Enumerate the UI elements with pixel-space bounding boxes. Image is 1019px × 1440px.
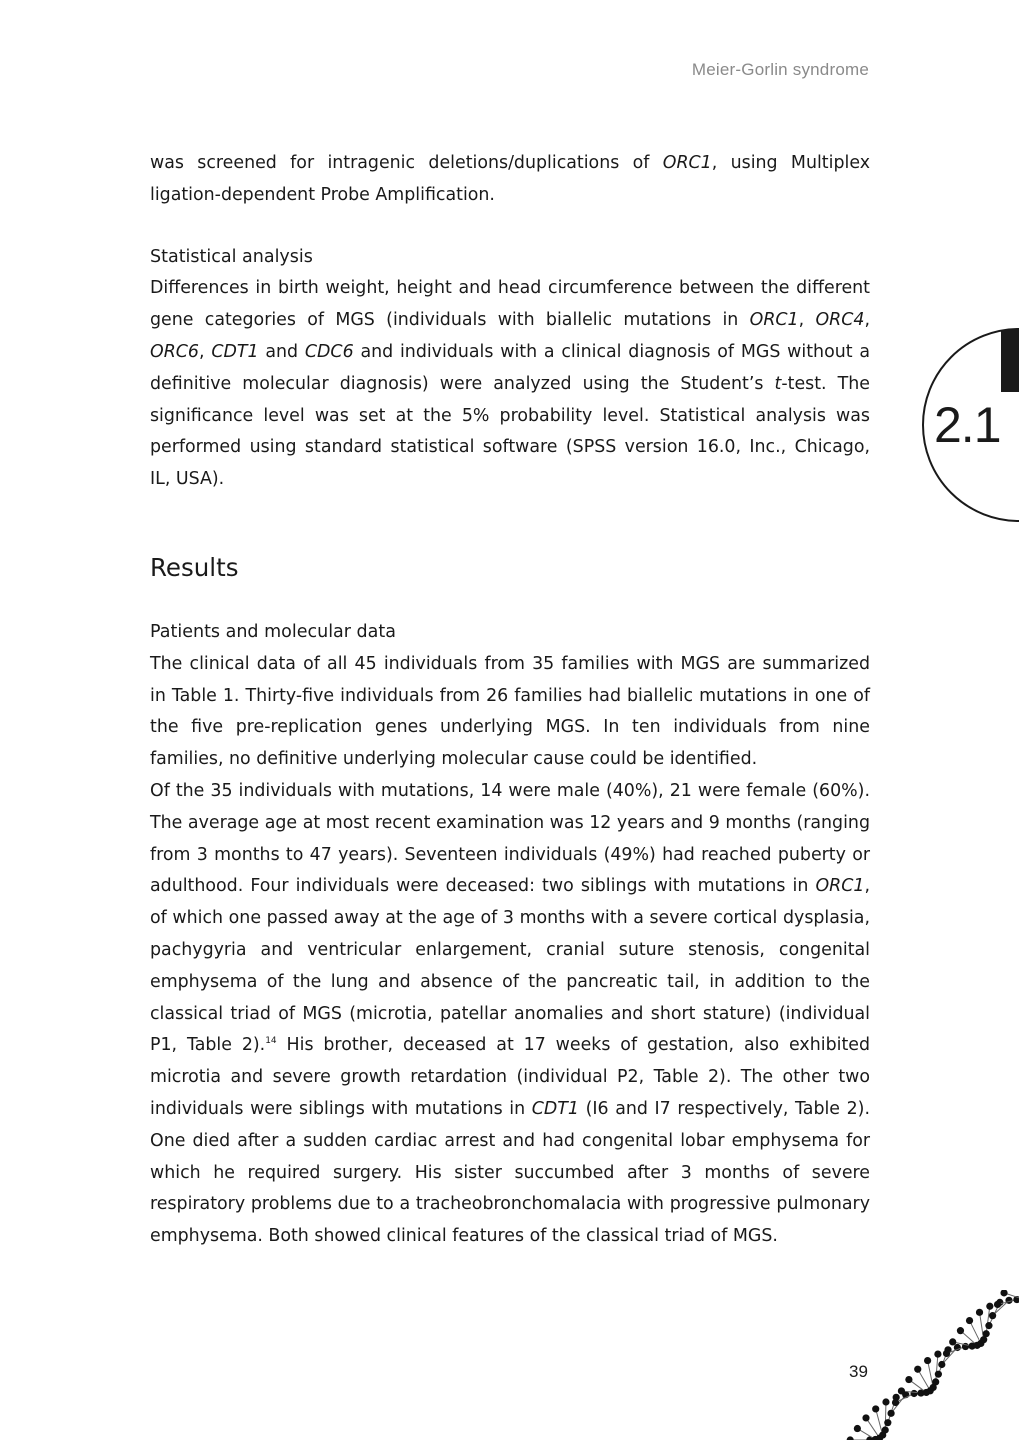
dna-node — [1000, 1290, 1007, 1296]
dna-node — [924, 1357, 931, 1364]
dna-node — [985, 1322, 992, 1329]
statistical-analysis-heading: Statistical analysis — [150, 246, 313, 267]
dna-node — [994, 1301, 1001, 1308]
dna-node — [884, 1419, 891, 1426]
dna-node — [986, 1303, 993, 1310]
dna-node — [872, 1405, 879, 1412]
patients-paragraph-1: The clinical data of all 45 individuals from 35 families with MGS are summarized in Table 1. Thirty-five individuals from 26 families had biallelic mutations in one of the five pre-replication genes underlying MGS. In ten individuals from nine families, no definitive underlying molecular cause could be identified. — [150, 653, 870, 770]
dna-node — [887, 1410, 894, 1417]
dna-node — [932, 1378, 939, 1385]
dna-node — [976, 1309, 983, 1316]
dna-node — [949, 1338, 956, 1345]
dna-node — [847, 1436, 854, 1440]
running-head: Meier-Gorlin syndrome — [691, 60, 869, 79]
dna-node — [989, 1312, 996, 1319]
dna-node — [1005, 1297, 1012, 1304]
dna-node — [882, 1398, 889, 1405]
dna-node — [882, 1426, 889, 1433]
dna-node — [943, 1350, 950, 1357]
dna-rung — [885, 1402, 886, 1430]
dna-node — [898, 1387, 905, 1394]
dna-rung — [936, 1354, 938, 1382]
chapter-tab-bar — [1001, 330, 1019, 392]
dna-node — [892, 1399, 899, 1406]
results-heading: Results — [150, 552, 239, 582]
dna-rung — [980, 1312, 984, 1339]
patients-paragraph-2: Of the 35 individuals with mutations, 14 were male (40%), 21 were female (60%). The average age at most recent examination was 12 years and 9 months (ranging from 3 months to 47 years). Seventeen individuals (49%) had reached puberty or adulthood. Four individuals were deceased: two siblings with mutations in ORC1, of which one passed away at the age of 3 months with a severe cortical dysplasia, pachygyria and ventricular enlargement, cranial suture stenosis, congenital emphysema of the lung and absence of the pancreatic tail, in addition to the classical triad of MGS (microtia, patellar anomalies and short stature) (individual P1, Table 2).$^{14}$ His brother, deceased at 17 weeks of gestation, also exhibited microtia and severe growth retardation (individual P2, Table 2). The other two individuals were siblings with mutations in CDT1 (I6 and I7 respectively, Table 2). One died after a sudden cardiac arrest and had congenital lobar emphysema for which he required surgery. His sister succumbed after 3 months of severe respiratory problems due to a tracheobronchomalacia with progressive pulmonary emphysema. Both showed clinical features of the classical triad of MGS. — [150, 780, 870, 1247]
patients-heading: Patients and molecular data — [150, 621, 396, 642]
dna-rung — [876, 1409, 883, 1435]
page-body — [150, 148, 870, 1253]
dna-node — [983, 1330, 990, 1337]
dna-node — [957, 1327, 964, 1334]
dna-node — [935, 1371, 942, 1378]
dna-node — [934, 1350, 941, 1357]
dna-node — [854, 1425, 861, 1432]
intro-paragraph: was screened for intragenic deletions/duplications of ORC1, using Multiplex ligation-dependent Probe Amplification. — [150, 153, 870, 205]
page-number: 39 — [849, 1362, 868, 1381]
statistical-analysis-paragraph: Differences in birth weight, height and head circumference between the different gene categories of MGS (individuals with biallelic mutations in ORC1, ORC4, ORC6, CDT1 and CDC6 and individuals with a clinical diagnosis of MGS without a definitive molecular diagnosis) were analyzed using the Student’s t-test. The significance level was set at the 5% probability level. Statistical analysis was performed using standard statistical software (SPSS version 16.0, Inc., Chicago, IL, USA). — [150, 278, 871, 490]
dna-helix-icon — [840, 1290, 1019, 1440]
dna-node — [862, 1414, 869, 1421]
dna-node — [966, 1317, 973, 1324]
dna-node — [905, 1376, 912, 1383]
dna-rung — [928, 1361, 934, 1388]
dna-node — [938, 1361, 945, 1368]
dna-node — [910, 1390, 917, 1397]
chapter-number: 2.1 — [934, 397, 1001, 453]
dna-node — [914, 1366, 921, 1373]
dna-rung — [986, 1306, 990, 1334]
